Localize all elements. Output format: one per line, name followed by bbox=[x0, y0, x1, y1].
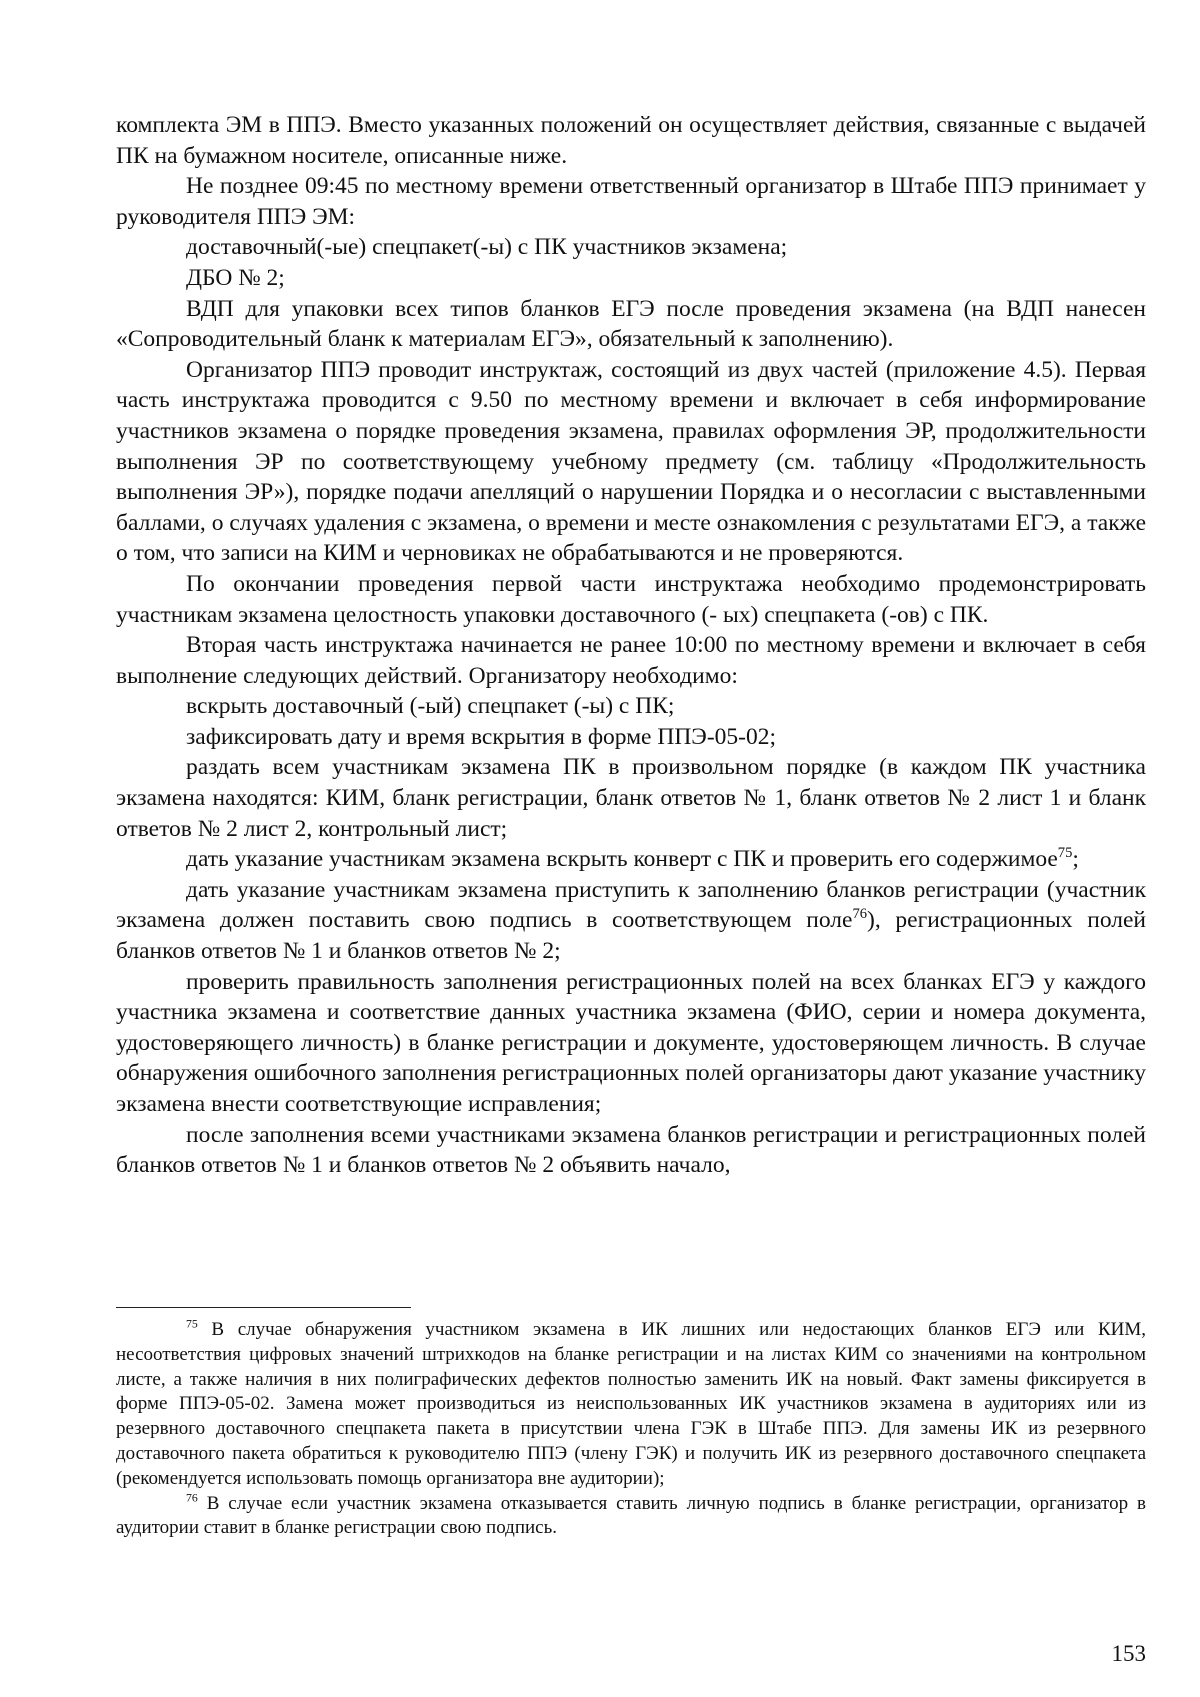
paragraph-text: раздать всем участникам экзамена ПК в произвольном порядке (в каждом ПК участника экзамена находятся: КИМ, бланк регистрации, бланк ответов № 1, бланк ответов № 2 лист 1 и бланк ответов № 2 лист 2, контрольный лист; bbox=[116, 754, 1146, 842]
paragraph-text: комплекта ЭМ в ППЭ. Вместо указанных положений он осуществляет действия, связанные с выдачей ПК на бумажном носителе, описанные ниже. bbox=[116, 112, 1146, 169]
paragraph-text: проверить правильность заполнения регистрационных полей на всех бланках ЕГЭ у каждого участника экзамена и соответствие данных участника экзамена (ФИО, серии и номера документа, удостоверяющего личность) в бланке регистрации и документе, удостоверяющем личность. В случае обнаружения ошибочного заполнения регистрационных полей организаторы дают указание участнику экзамена внести соответствующие исправления; bbox=[116, 968, 1146, 1117]
footnote-text: В случае обнаружения участником экзамена в ИК лишних или недостающих бланков ЕГЭ или КИМ, несоответствия цифровых значений штрихкодов на бланке регистрации и на листах КИМ со значениями на контрольном листе, а также наличия в них полиграфических дефектов полностью заменить ИК на новый. Факт замены фиксируется в форме ППЭ-05-02. Замена может производиться из неиспользованных ИК участников экзамена в аудиториях или из резервного доставочного спецпакета пакета в присутствии члена ГЭК в Штабе ППЭ. Для замены ИК из резервного доставочного пакета обратиться к руководителю ППЭ (члену ГЭК) и получить ИК из резервного доставочного спецпакета (рекомендуется использовать помощь организатора вне аудитории); bbox=[116, 1319, 1146, 1489]
paragraph-text: дать указание участникам экзамена приступить к заполнению бланков регистрации (участник экзамена должен поставить свою подпись в соответствующем поле bbox=[116, 876, 1146, 934]
paragraph-text: Организатор ППЭ проводит инструктаж, состоящий из двух частей (приложение 4.5). Первая часть инструктажа проводится с 9.50 по местному времени и включает в себя информирование участников экзамена о порядке проведения экзамена, правилах оформления ЭР, продолжительности выполнения ЭР по соответствующему учебному предмету (см. таблицу «Продолжительность выполнения ЭР»), порядке подачи апелляций о нарушении Порядка и о несогласии с выставленными баллами, о случаях удаления с экзамена, о времени и месте ознакомления с результатами ЕГЭ, а также о том, что записи на КИМ и черновиках не обрабатываются и не проверяются. bbox=[116, 356, 1146, 567]
paragraph-text: По окончании проведения первой части инструктажа необходимо продемонстрировать участникам экзамена целостность упаковки доставочного (- ых) спецпакета (-ов) с ПК. bbox=[116, 570, 1146, 628]
paragraph-text: вскрыть доставочный (-ый) спецпакет (-ы) с ПК; bbox=[186, 693, 675, 720]
paragraph-text-tail: ; bbox=[1072, 846, 1079, 873]
paragraph bbox=[116, 844, 1146, 875]
footnote-mark: 75 bbox=[186, 1317, 198, 1331]
paragraph bbox=[116, 110, 1146, 171]
paragraph-text: после заполнения всеми участниками экзамена бланков регистрации и регистрационных полей бланков ответов № 1 и бланков ответов № 2 объявить начало, bbox=[116, 1121, 1146, 1179]
paragraph bbox=[116, 722, 1146, 753]
paragraph-text: ДБО № 2; bbox=[186, 264, 285, 291]
paragraph bbox=[116, 355, 1146, 569]
footnote bbox=[116, 1318, 1146, 1492]
paragraph-text: ВДП для упаковки всех типов бланков ЕГЭ после проведения экзамена (на ВДП нанесен «Сопроводительный бланк к материалам ЕГЭ», обязательный к заполнению). bbox=[116, 295, 1146, 353]
paragraph bbox=[116, 232, 1146, 263]
footnote-separator bbox=[116, 1307, 411, 1308]
paragraph-text-tail: ), регистрационных полей бланков ответов № 1 и бланков ответов № 2; bbox=[116, 907, 1146, 965]
footnote bbox=[116, 1492, 1146, 1542]
footnote-mark: 76 bbox=[186, 1491, 198, 1505]
paragraph bbox=[116, 263, 1146, 294]
paragraph bbox=[116, 967, 1146, 1120]
main-text bbox=[116, 110, 1146, 1181]
paragraph bbox=[116, 691, 1146, 722]
page-number: 153 bbox=[1111, 1641, 1146, 1666]
paragraph-text: Не позднее 09:45 по местному времени ответственный организатор в Штабе ППЭ принимает у руководителя ППЭ ЭМ: bbox=[116, 173, 1146, 230]
paragraph-text: Вторая часть инструктажа начинается не ранее 10:00 по местному времени и включает в себя выполнение следующих действий. Организатору необходимо: bbox=[116, 632, 1146, 689]
footnote-text: В случае если участник экзамена отказывается ставить личную подпись в бланке регистрации, организатор в аудитории ставит в бланке регистрации свою подпись. bbox=[116, 1492, 1146, 1539]
paragraph bbox=[116, 630, 1146, 691]
paragraph bbox=[116, 569, 1146, 630]
paragraph bbox=[116, 875, 1146, 967]
paragraph bbox=[116, 294, 1146, 355]
paragraph bbox=[116, 1120, 1146, 1181]
footnote-reference: 76 bbox=[852, 906, 868, 923]
footnote-reference: 75 bbox=[1057, 845, 1073, 862]
paragraph bbox=[116, 171, 1146, 232]
paragraph-text: дать указание участникам экзамена вскрыть конверт с ПК и проверить его содержимое bbox=[186, 846, 1058, 873]
paragraph-text: доставочный(-ые) спецпакет(-ы) с ПК участников экзамена; bbox=[186, 234, 788, 261]
footnotes bbox=[116, 1318, 1146, 1541]
paragraph bbox=[116, 752, 1146, 844]
paragraph-text: зафиксировать дату и время вскрытия в форме ППЭ-05-02; bbox=[186, 723, 777, 750]
